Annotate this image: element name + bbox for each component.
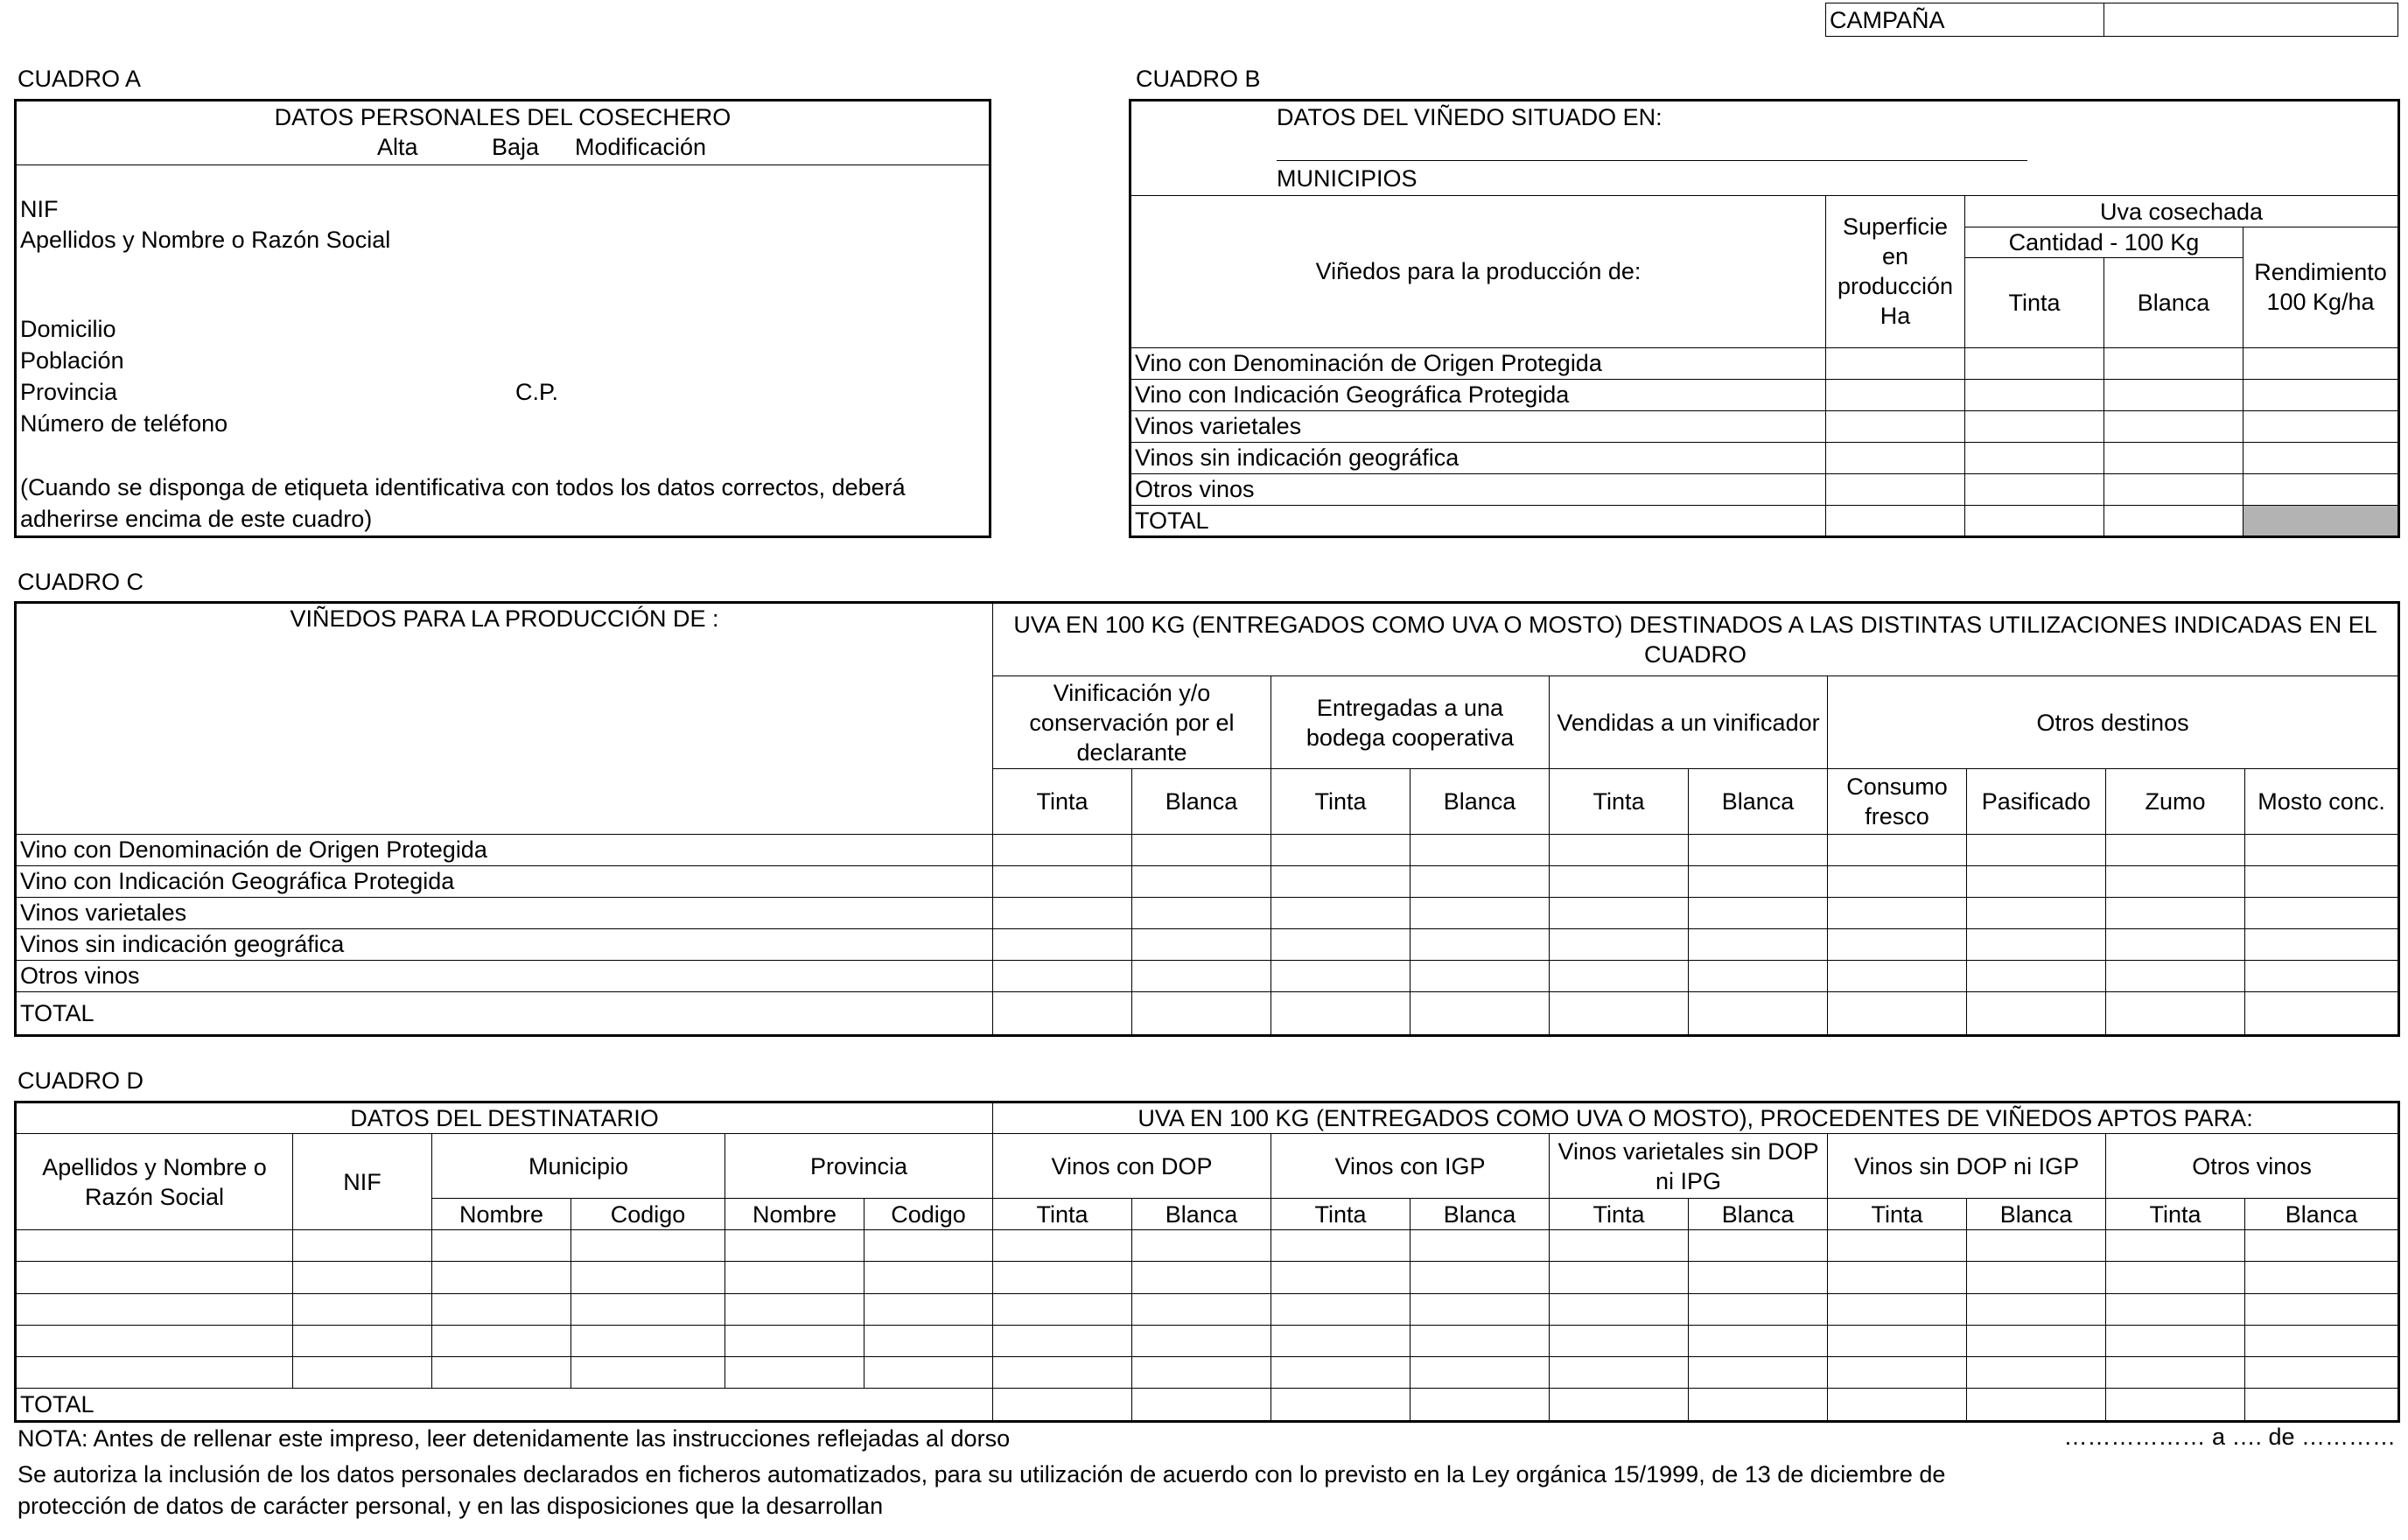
- cell[interactable]: [993, 1356, 1132, 1388]
- cell[interactable]: [2106, 1262, 2245, 1293]
- cuadro-d-table: [14, 1101, 2400, 1423]
- cell[interactable]: [1967, 960, 2106, 991]
- cell[interactable]: [2245, 960, 2399, 991]
- cuadro-a-header: DATOS PERSONALES DEL COSECHERO: [274, 104, 732, 130]
- cell[interactable]: [2106, 865, 2245, 897]
- cell[interactable]: [2104, 442, 2244, 473]
- cell[interactable]: [1967, 1293, 2106, 1325]
- option-alta[interactable]: Alta: [377, 134, 418, 160]
- cell[interactable]: [2245, 1293, 2399, 1325]
- cell[interactable]: [1410, 1356, 1550, 1388]
- table-row: [16, 1230, 2399, 1262]
- subcol: Tinta: [1550, 769, 1689, 834]
- cell[interactable]: [1828, 1388, 1967, 1421]
- cell[interactable]: [1271, 1293, 1410, 1325]
- cell[interactable]: [432, 1356, 571, 1388]
- cell[interactable]: [1132, 960, 1271, 991]
- cell[interactable]: [1550, 1356, 1689, 1388]
- cell[interactable]: [16, 1262, 293, 1293]
- sub-tinta: Tinta: [2106, 1199, 2245, 1230]
- cell[interactable]: [1132, 1230, 1271, 1262]
- cell[interactable]: [1132, 991, 1271, 1035]
- sub-blanca: Blanca: [1689, 1199, 1828, 1230]
- cell[interactable]: [293, 1293, 432, 1325]
- row-label: Vino con Denominación de Origen Protegida: [16, 834, 993, 865]
- cell[interactable]: [1410, 1293, 1550, 1325]
- cell[interactable]: [1410, 897, 1550, 928]
- cell[interactable]: [571, 1356, 725, 1388]
- cell[interactable]: [1689, 1356, 1828, 1388]
- group-otros: Otros vinos: [2106, 1134, 2399, 1199]
- subcol: Zumo: [2106, 769, 2245, 834]
- cell[interactable]: [1550, 1293, 1689, 1325]
- group-cooperativa: Entregadas a una bodega cooperativa: [1271, 676, 1550, 769]
- cuadro-b-title: CUADRO B: [1136, 66, 1261, 92]
- cell[interactable]: [1689, 960, 1828, 991]
- cell[interactable]: [993, 1325, 1132, 1356]
- cell[interactable]: [1828, 897, 1967, 928]
- sub-tinta: Tinta: [1550, 1199, 1689, 1230]
- cell[interactable]: [1132, 1356, 1271, 1388]
- cell[interactable]: [1689, 928, 1828, 960]
- table-row: [16, 960, 2399, 991]
- cell[interactable]: [1967, 1262, 2106, 1293]
- cell[interactable]: [1967, 1388, 2106, 1421]
- cuadro-a-divider: [17, 164, 989, 165]
- cell[interactable]: [1828, 1230, 1967, 1262]
- cell[interactable]: [1271, 897, 1410, 928]
- subcol: Blanca: [1689, 769, 1828, 834]
- col-vinedos-c: VIÑEDOS PARA LA PRODUCCIÓN DE :: [16, 603, 993, 835]
- row-label: Vino con Denominación de Origen Protegida: [1130, 347, 1826, 379]
- cell[interactable]: [2106, 928, 2245, 960]
- group-vinificador: Vendidas a un vinificador: [1550, 676, 1828, 769]
- cell[interactable]: [1828, 865, 1967, 897]
- field-domicilio: Domicilio: [20, 316, 116, 342]
- cell[interactable]: [2106, 1325, 2245, 1356]
- group-sin-dop: Vinos sin DOP ni IGP: [1828, 1134, 2106, 1199]
- subcol: Blanca: [1410, 769, 1550, 834]
- cell[interactable]: [1271, 991, 1410, 1035]
- cell[interactable]: [2245, 1325, 2399, 1356]
- cell[interactable]: [993, 991, 1132, 1035]
- cell[interactable]: [1132, 1388, 1271, 1421]
- cell[interactable]: [2106, 991, 2245, 1035]
- cell[interactable]: [2244, 379, 2399, 410]
- group-vinificacion: Vinificación y/o conservación por el declarante: [993, 676, 1271, 769]
- cell[interactable]: [1828, 1325, 1967, 1356]
- cell[interactable]: [1550, 1388, 1689, 1421]
- cell[interactable]: [2245, 865, 2399, 897]
- field-nif: NIF: [20, 196, 59, 222]
- subcol: Consumo fresco: [1828, 769, 1967, 834]
- cell[interactable]: [2106, 1293, 2245, 1325]
- cell[interactable]: [993, 834, 1132, 865]
- cell[interactable]: [1410, 1230, 1550, 1262]
- cell[interactable]: [993, 960, 1132, 991]
- option-modificacion[interactable]: Modificación: [575, 134, 707, 160]
- group-varietales: Vinos varietales sin DOP ni IPG: [1550, 1134, 1828, 1199]
- cell[interactable]: [2245, 897, 2399, 928]
- cell[interactable]: [1271, 960, 1410, 991]
- cell[interactable]: [1689, 834, 1828, 865]
- sub-nombre: Nombre: [725, 1199, 864, 1230]
- cell[interactable]: [1550, 960, 1689, 991]
- cell[interactable]: [1410, 1388, 1550, 1421]
- sub-tinta: Tinta: [1828, 1199, 1967, 1230]
- row-label: Vinos sin indicación geográfica: [16, 928, 993, 960]
- cell[interactable]: [2104, 347, 2244, 379]
- municipio-line[interactable]: [1277, 160, 2027, 161]
- cell[interactable]: [1965, 505, 2104, 536]
- sub-nombre: Nombre: [432, 1199, 571, 1230]
- cell[interactable]: [2106, 960, 2245, 991]
- cell[interactable]: [571, 1325, 725, 1356]
- col-provincia: Provincia: [725, 1134, 993, 1199]
- cell[interactable]: [432, 1262, 571, 1293]
- cell[interactable]: [571, 1262, 725, 1293]
- cell[interactable]: [993, 1293, 1132, 1325]
- sub-tinta: Tinta: [993, 1199, 1132, 1230]
- row-label: Otros vinos: [16, 960, 993, 991]
- col-superficie: Superficie en producción Ha: [1826, 196, 1965, 347]
- cell[interactable]: [725, 1325, 864, 1356]
- cell[interactable]: [1271, 1262, 1410, 1293]
- cell[interactable]: [1410, 865, 1550, 897]
- cell[interactable]: [432, 1325, 571, 1356]
- cell[interactable]: [864, 1356, 993, 1388]
- cell[interactable]: [1410, 991, 1550, 1035]
- cell[interactable]: [1826, 347, 1965, 379]
- cell[interactable]: [1271, 928, 1410, 960]
- cell[interactable]: [1967, 1230, 2106, 1262]
- field-poblacion: Población: [20, 347, 124, 374]
- footer-fecha[interactable]: ……………… a …. de …………: [2063, 1424, 2396, 1450]
- cell[interactable]: [2104, 410, 2244, 442]
- col-vinedos: Viñedos para la producción de:: [1130, 196, 1826, 347]
- cell[interactable]: [571, 1230, 725, 1262]
- cell[interactable]: [293, 1325, 432, 1356]
- table-row: [16, 897, 2399, 928]
- cuadro-c-table: [14, 601, 2400, 1037]
- cell[interactable]: [1826, 473, 1965, 505]
- cell[interactable]: [16, 1356, 293, 1388]
- cell[interactable]: [2104, 379, 2244, 410]
- cell[interactable]: [1828, 834, 1967, 865]
- cell[interactable]: [1828, 991, 1967, 1035]
- row-label: Vinos sin indicación geográfica: [1130, 442, 1826, 473]
- cell[interactable]: [1689, 1262, 1828, 1293]
- table-row: [16, 1262, 2399, 1293]
- cell[interactable]: [1967, 928, 2106, 960]
- cell[interactable]: [16, 1293, 293, 1325]
- sub-blanca: Blanca: [2245, 1199, 2399, 1230]
- cell[interactable]: [1828, 1262, 1967, 1293]
- row-label: Otros vinos: [1130, 473, 1826, 505]
- cell[interactable]: [1271, 1230, 1410, 1262]
- cell[interactable]: [2104, 473, 2244, 505]
- cell[interactable]: [725, 1356, 864, 1388]
- cell[interactable]: [1828, 960, 1967, 991]
- cell[interactable]: [1132, 865, 1271, 897]
- cell[interactable]: [1965, 442, 2104, 473]
- cell[interactable]: [1550, 865, 1689, 897]
- cell[interactable]: [1689, 865, 1828, 897]
- subcol: Mosto conc.: [2245, 769, 2399, 834]
- cell[interactable]: [2245, 928, 2399, 960]
- footer-ley: Se autoriza la inclusión de los datos personales declarados en ficheros automatizados, para su utilización de acuerdo con lo previsto en la Ley orgánica 15/1999, de 13 de diciembre de protección de datos de carácter personal, y en las disposiciones que la desarrollan: [18, 1461, 1946, 1519]
- row-label-total-d: TOTAL: [16, 1388, 993, 1421]
- col-uva-cosechada: Uva cosechada: [1965, 196, 2399, 228]
- sub-codigo: Codigo: [571, 1199, 725, 1230]
- footer-nota: NOTA: Antes de rellenar este impreso, leer detenidamente las instrucciones reflejadas al dorso: [18, 1425, 1011, 1452]
- option-baja[interactable]: Baja: [492, 134, 540, 160]
- cell[interactable]: [1550, 897, 1689, 928]
- cuadro-b-table: [1129, 99, 2400, 538]
- cell[interactable]: [16, 1230, 293, 1262]
- cell[interactable]: [1826, 442, 1965, 473]
- cell[interactable]: [1410, 1325, 1550, 1356]
- cell[interactable]: [1828, 928, 1967, 960]
- cell[interactable]: [1410, 960, 1550, 991]
- cell[interactable]: [1550, 1262, 1689, 1293]
- row-label-total: TOTAL: [1130, 505, 1826, 536]
- cell[interactable]: [725, 1293, 864, 1325]
- cell[interactable]: [993, 1262, 1132, 1293]
- sub-codigo: Codigo: [864, 1199, 993, 1230]
- col-nombre-d: Apellidos y Nombre o Razón Social: [16, 1134, 293, 1230]
- table-row: [16, 865, 2399, 897]
- cell[interactable]: [725, 1262, 864, 1293]
- cell[interactable]: [1132, 1325, 1271, 1356]
- cuadro-d-title: CUADRO D: [18, 1068, 144, 1094]
- cell[interactable]: [993, 865, 1132, 897]
- table-row: [16, 928, 2399, 960]
- cell[interactable]: [1271, 1388, 1410, 1421]
- cell[interactable]: [1271, 1325, 1410, 1356]
- cell[interactable]: [2106, 834, 2245, 865]
- cell[interactable]: [2106, 897, 2245, 928]
- cell[interactable]: [1965, 410, 2104, 442]
- cell[interactable]: [1132, 834, 1271, 865]
- cell[interactable]: [993, 1388, 1132, 1421]
- cell[interactable]: [1271, 865, 1410, 897]
- sub-blanca: Blanca: [1132, 1199, 1271, 1230]
- cuadro-b-municipios: MUNICIPIOS: [1277, 165, 1418, 192]
- cell[interactable]: [1689, 1293, 1828, 1325]
- group-otros-destinos: Otros destinos: [1828, 676, 2399, 769]
- cell[interactable]: [1689, 1388, 1828, 1421]
- cell[interactable]: [1965, 379, 2104, 410]
- cell[interactable]: [864, 1325, 993, 1356]
- subcol: Pasificado: [1967, 769, 2106, 834]
- cell[interactable]: [1132, 1262, 1271, 1293]
- cell[interactable]: [432, 1293, 571, 1325]
- col-cantidad: Cantidad - 100 Kg: [1965, 228, 2244, 258]
- cell[interactable]: [293, 1262, 432, 1293]
- cell[interactable]: [1410, 928, 1550, 960]
- group-dop: Vinos con DOP: [993, 1134, 1271, 1199]
- table-row: [16, 834, 2399, 865]
- cell[interactable]: [2244, 410, 2399, 442]
- cuadro-c-title: CUADRO C: [18, 569, 144, 595]
- row-label: Vinos varietales: [16, 897, 993, 928]
- sub-blanca: Blanca: [1967, 1199, 2106, 1230]
- row-label: Vino con Indicación Geográfica Protegida: [1130, 379, 1826, 410]
- cell[interactable]: [1967, 1356, 2106, 1388]
- cell[interactable]: [1550, 834, 1689, 865]
- cell[interactable]: [1550, 991, 1689, 1035]
- cell[interactable]: [1828, 1356, 1967, 1388]
- cell[interactable]: [2245, 834, 2399, 865]
- table-row: [16, 991, 2399, 1035]
- cell[interactable]: [1132, 897, 1271, 928]
- cell[interactable]: [2104, 505, 2244, 536]
- sub-tinta: Tinta: [1271, 1199, 1410, 1230]
- cell[interactable]: [1271, 834, 1410, 865]
- cell[interactable]: [1689, 991, 1828, 1035]
- field-provincia: Provincia: [20, 379, 118, 405]
- cuadro-b-situado-cell: [1130, 101, 2399, 196]
- cuadro-b-situado: DATOS DEL VIÑEDO SITUADO EN:: [1277, 104, 1662, 130]
- cell[interactable]: [2245, 1356, 2399, 1388]
- shaded-cell: [2244, 505, 2399, 536]
- col-rendimiento: Rendimiento 100 Kg/ha: [2244, 228, 2399, 347]
- cell[interactable]: [993, 1230, 1132, 1262]
- cell[interactable]: [1689, 1230, 1828, 1262]
- cell[interactable]: [2106, 1388, 2245, 1421]
- row-label: TOTAL: [16, 991, 993, 1035]
- cell[interactable]: [432, 1230, 571, 1262]
- cell[interactable]: [2245, 1262, 2399, 1293]
- field-telefono: Número de teléfono: [20, 410, 228, 437]
- row-label: Vinos varietales: [1130, 410, 1826, 442]
- cell[interactable]: [1689, 1325, 1828, 1356]
- table-row: [16, 1325, 2399, 1356]
- cell[interactable]: [1967, 991, 2106, 1035]
- cell[interactable]: [1967, 865, 2106, 897]
- cuadro-a-note: (Cuando se disponga de etiqueta identificativa con todos los datos correctos, deberá adherirse encima de este cuadro): [20, 474, 906, 532]
- field-cp: C.P.: [515, 379, 559, 405]
- cell[interactable]: [2245, 1230, 2399, 1262]
- cell[interactable]: [2106, 1356, 2245, 1388]
- campana-table: [1825, 3, 2398, 37]
- cuadro-a-box: [14, 99, 991, 538]
- cell[interactable]: [1826, 410, 1965, 442]
- cell[interactable]: [864, 1293, 993, 1325]
- col-uva-d: UVA EN 100 KG (ENTREGADOS COMO UVA O MOSTO), PROCEDENTES DE VIÑEDOS APTOS PARA:: [993, 1102, 2399, 1134]
- cell[interactable]: [1965, 473, 2104, 505]
- subcol: Blanca: [1132, 769, 1271, 834]
- cell[interactable]: [2106, 1230, 2245, 1262]
- cell[interactable]: [571, 1293, 725, 1325]
- cell[interactable]: [1965, 347, 2104, 379]
- cell[interactable]: [2244, 347, 2399, 379]
- cuadro-a-title: CUADRO A: [18, 66, 142, 92]
- cell[interactable]: [16, 1325, 293, 1356]
- cell[interactable]: [1132, 1293, 1271, 1325]
- cell[interactable]: [993, 928, 1132, 960]
- subcol: Tinta: [1271, 769, 1410, 834]
- cell[interactable]: [1271, 1356, 1410, 1388]
- cell[interactable]: [1550, 1325, 1689, 1356]
- cell[interactable]: [1967, 834, 2106, 865]
- cell[interactable]: [1410, 1262, 1550, 1293]
- cell[interactable]: [1967, 897, 2106, 928]
- cell[interactable]: [1410, 834, 1550, 865]
- cell[interactable]: [1826, 379, 1965, 410]
- col-destinatario: DATOS DEL DESTINATARIO: [16, 1102, 993, 1134]
- cell[interactable]: [293, 1230, 432, 1262]
- cell[interactable]: [1689, 897, 1828, 928]
- cell[interactable]: [1828, 1293, 1967, 1325]
- field-nombre: Apellidos y Nombre o Razón Social: [20, 227, 391, 253]
- table-row: [16, 1356, 2399, 1388]
- table-row: [16, 1293, 2399, 1325]
- cell[interactable]: [293, 1356, 432, 1388]
- col-uva-c: UVA EN 100 KG (ENTREGADOS COMO UVA O MOSTO) DESTINADOS A LAS DISTINTAS UTILIZACIONES INDICADAS EN EL CUADRO: [993, 603, 2399, 676]
- col-municipio: Municipio: [432, 1134, 725, 1199]
- cell[interactable]: [1967, 1325, 2106, 1356]
- cell[interactable]: [1550, 1230, 1689, 1262]
- col-blanca: Blanca: [2104, 258, 2244, 347]
- campana-label: CAMPAÑA: [1826, 4, 2104, 37]
- cell[interactable]: [725, 1230, 864, 1262]
- subcol: Tinta: [993, 769, 1132, 834]
- cell[interactable]: [2244, 442, 2399, 473]
- sub-blanca: Blanca: [1410, 1199, 1550, 1230]
- cell[interactable]: [2245, 1388, 2399, 1421]
- cell[interactable]: [2244, 473, 2399, 505]
- cell[interactable]: [2245, 991, 2399, 1035]
- cell[interactable]: [1550, 928, 1689, 960]
- col-tinta: Tinta: [1965, 258, 2104, 347]
- row-label: Vino con Indicación Geográfica Protegida: [16, 865, 993, 897]
- cell[interactable]: [864, 1262, 993, 1293]
- cell[interactable]: [864, 1230, 993, 1262]
- col-nif-d: NIF: [293, 1134, 432, 1230]
- cell[interactable]: [1826, 505, 1965, 536]
- cell[interactable]: [1132, 928, 1271, 960]
- cell[interactable]: [993, 897, 1132, 928]
- group-igp: Vinos con IGP: [1271, 1134, 1550, 1199]
- campana-field[interactable]: [2104, 4, 2398, 37]
